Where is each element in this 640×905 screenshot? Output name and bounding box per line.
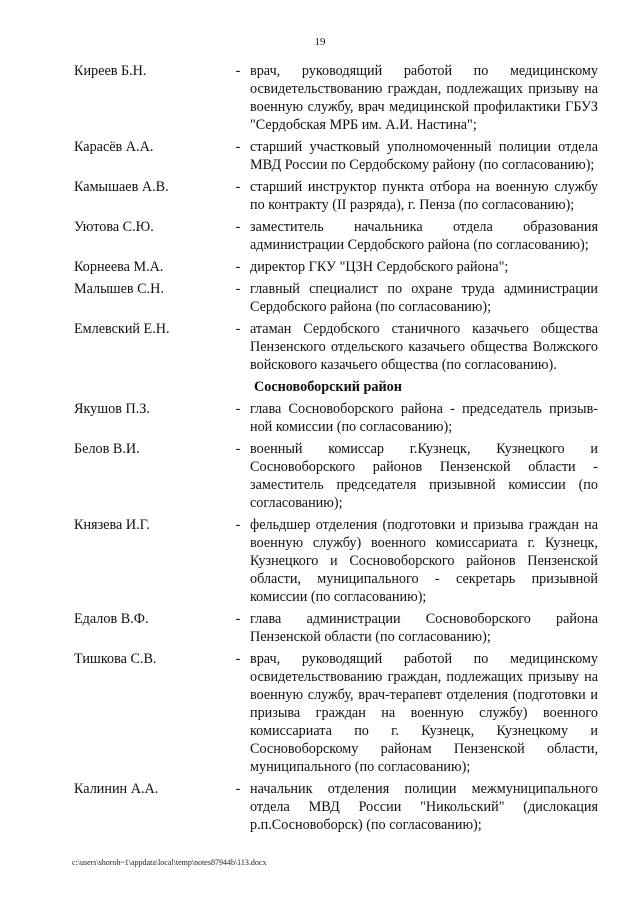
member-description: главный специалист по охране труда администрации Сердобского района (по согласованию); — [250, 281, 598, 315]
member-entry — [74, 400, 598, 436]
member-name: Киреев Б.Н. — [74, 63, 147, 79]
member-description: врач, руководящий работой по медицинскому освидетельствованию граждан, подлежащих призыву на военную службу, врач медицинской профилактики ГБУЗ "Сердобская МРБ им. А.И. Настина"; — [250, 63, 598, 133]
member-name: Калинин А.А. — [74, 781, 159, 797]
member-dash: - — [235, 517, 241, 533]
member-dash: - — [235, 179, 241, 195]
member-description: заместитель начальника отдела образования администрации Сердобского района (по согласованию); — [250, 219, 598, 253]
member-description: глава Сосновоборского района - председатель призыв-ной комиссии (по согласованию); — [250, 401, 598, 435]
member-dash: - — [235, 139, 241, 155]
member-name: Якушов П.З. — [74, 401, 150, 417]
member-dash: - — [235, 651, 241, 667]
member-description: директор ГКУ "ЦЗН Сердобского района"; — [250, 259, 509, 275]
member-name: Малышев С.Н. — [74, 281, 164, 297]
member-dash: - — [235, 401, 241, 417]
member-name: Едалов В.Ф. — [74, 611, 149, 627]
member-description: глава администрации Сосновоборского района Пензенской области (по согласованию); — [250, 611, 598, 645]
entries-before — [74, 62, 598, 374]
member-entry — [74, 320, 598, 374]
member-entry — [74, 610, 598, 646]
member-dash: - — [235, 281, 241, 297]
member-entry — [74, 516, 598, 606]
member-name: Белов В.И. — [74, 441, 140, 457]
member-name: Емлевский Е.Н. — [74, 321, 170, 337]
member-dash: - — [235, 259, 241, 275]
member-name: Тишкова С.В. — [74, 651, 157, 667]
member-name: Камышаев А.В. — [74, 179, 169, 195]
member-description: начальник отделения полиции межмуниципального отдела МВД России "Никольский" (дислокация р.п.Сосновоборск) (по согласованию); — [250, 781, 598, 833]
member-entry — [74, 218, 598, 254]
member-description: фельдшер отделения (подготовки и призыва граждан на военную службу) военного комиссариата г. Кузнецк, Кузнецкого и Сосновоборского районов Пензенской области, муниципального - секретарь призывной комиссии (по согласованию); — [250, 517, 598, 605]
member-dash: - — [235, 321, 241, 337]
member-name: Князева И.Г. — [74, 517, 150, 533]
member-entry — [74, 258, 598, 276]
member-description: атаман Сердобского станичного казачьего общества Пензенского отдельского казачьего общества Волжского войскового казачьего общества (по согласованию). — [250, 321, 598, 373]
member-entry — [74, 138, 598, 174]
section-title: Сосновоборский район — [254, 379, 402, 395]
member-entry — [74, 650, 598, 776]
member-dash: - — [235, 441, 241, 457]
footer-file-path: c:\users\shoroh~1\appdata\local\temp\notes87944b\113.docx — [72, 858, 267, 867]
member-dash: - — [235, 63, 241, 79]
member-entry — [74, 178, 598, 214]
commission-list — [74, 62, 598, 838]
entries-after — [74, 400, 598, 834]
member-entry — [74, 780, 598, 834]
member-name: Корнеева М.А. — [74, 259, 164, 275]
member-description: врач, руководящий работой по медицинскому освидетельствованию граждан, подлежащих призыву на военную службу, врач-терапевт отделения (подготовки и призыва граждан на военную службу) военного комиссариата по г. Кузнецк, Кузнецкому и Сосновоборскому районам Пензенской области, муниципального (по согласованию); — [250, 651, 598, 775]
member-description: старший участковый уполномоченный полиции отдела МВД России по Сердобскому району (по согласованию); — [250, 139, 598, 173]
member-name: Уютова С.Ю. — [74, 219, 154, 235]
member-entry — [74, 440, 598, 512]
member-description: военный комиссар г.Кузнецк, Кузнецкого и Сосновоборского районов Пензенской области - заместитель председателя призывной комиссии (по согласованию); — [250, 441, 598, 511]
member-description: старший инструктор пункта отбора на военную службу по контракту (II разряда), г. Пенза (по согласованию); — [250, 179, 598, 213]
member-dash: - — [235, 219, 241, 235]
member-name: Карасёв А.А. — [74, 139, 154, 155]
member-dash: - — [235, 611, 241, 627]
member-entry — [74, 62, 598, 134]
member-dash: - — [235, 781, 241, 797]
member-entry — [74, 280, 598, 316]
page-number: 19 — [314, 36, 326, 48]
